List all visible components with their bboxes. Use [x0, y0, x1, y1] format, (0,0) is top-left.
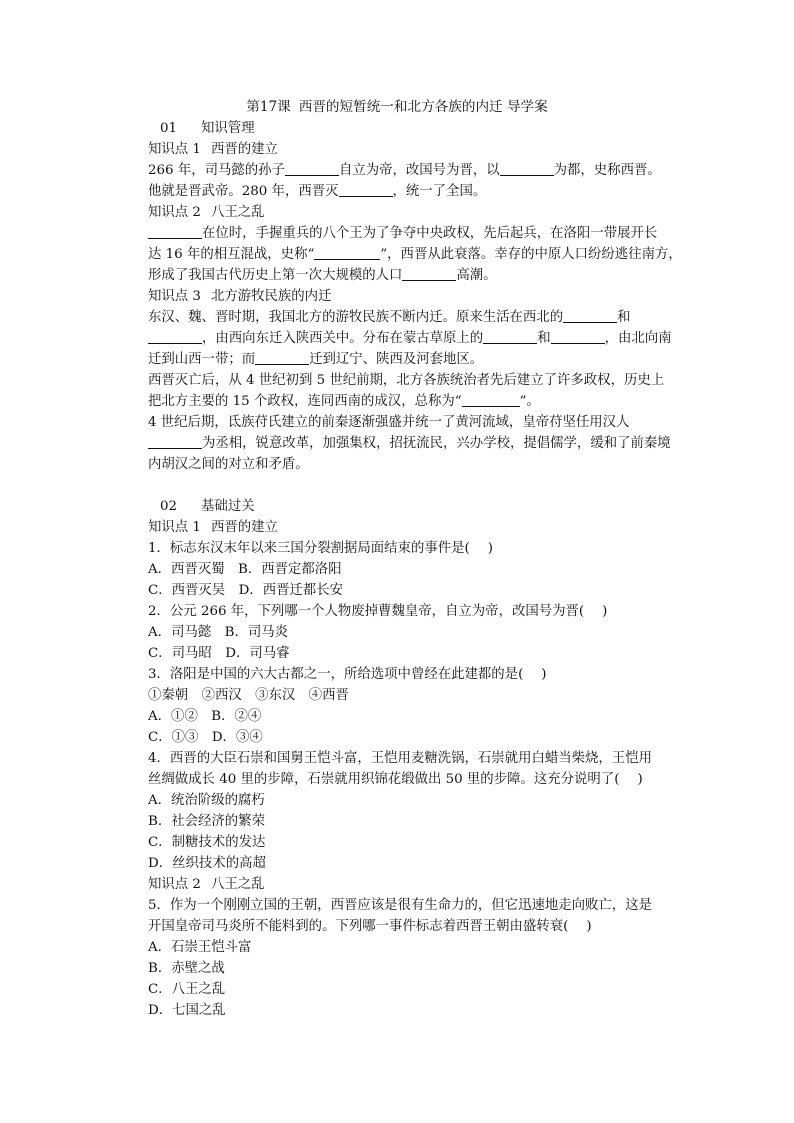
answer-options: [148, 706, 648, 727]
lesson-title: 西晋的短暂统一和北方各族的内迁 导学案: [298, 99, 548, 115]
fill-blank[interactable]: [563, 308, 617, 323]
paragraph-line: 达 16 年的相互混战，史称“ ”，西晋从此衰落。幸存的中原人口纷纷逃往南方，: [148, 247, 682, 262]
knowledge-point-heading: 知识点 3 北方游牧民族的内迁: [148, 289, 332, 304]
answer-options: [148, 727, 648, 748]
question-stem: 开国皇帝司马炎所不能料到的。下列哪一事件标志着西晋王朝由盛转衰( ): [148, 919, 592, 934]
paragraph-line: 把北方主要的 15 个政权，连同西南的成汉，总称为“ ”。: [148, 394, 540, 409]
answer-options: [148, 580, 648, 601]
option-d[interactable]: D．西晋迁都长安: [238, 583, 344, 598]
fill-blank[interactable]: [500, 161, 554, 176]
option-a[interactable]: A．西晋灭蜀: [148, 562, 225, 577]
option-d[interactable]: D．七国之乱: [148, 1003, 226, 1018]
fill-blank[interactable]: [551, 329, 605, 344]
question-stem: 丝绸做成长 40 里的步障，石崇就用织锦花缎做出 50 里的步障。这充分说明了( ): [148, 772, 643, 787]
paragraph-line: 内胡汉之间的对立和矛盾。: [148, 457, 309, 472]
fill-blank[interactable]: [148, 434, 202, 449]
knowledge-point-heading: 知识点 1 西晋的建立: [148, 142, 278, 157]
fill-blank[interactable]: [148, 329, 202, 344]
option-c[interactable]: C．①③: [148, 730, 199, 745]
option-c[interactable]: C．西晋灭吴: [148, 583, 226, 598]
paragraph-line: 266 年，司马懿的孙子 自立为帝，改国号为晋，以 为都，史称西晋。: [148, 163, 661, 178]
option-b[interactable]: B．西晋定都洛阳: [238, 562, 342, 577]
paragraph-line: ，由西向东迁入陕西关中。分布在蒙古草原上的 和 ，由北向南: [148, 328, 648, 349]
question-stem: 1．标志东汉末年以来三国分裂割据局面结束的事件是( ): [148, 541, 493, 556]
option-a[interactable]: A．统治阶级的腐朽: [148, 793, 265, 808]
fill-blank[interactable]: [402, 266, 456, 281]
question-items: ①秦朝 ②西汉 ③东汉 ④西晋: [148, 688, 349, 703]
answer-options: [148, 559, 648, 580]
knowledge-point-heading: 知识点 2 八王之乱: [148, 205, 265, 220]
option-c[interactable]: C．制糖技术的发达: [148, 835, 266, 850]
paragraph-line: 形成了我国古代历史上第一次大规模的人口 高潮。: [148, 268, 497, 283]
option-c[interactable]: C．八王之乱: [148, 982, 226, 997]
question-stem: 2．公元 266 年，下列哪一个人物废掉曹魏皇帝，自立为帝，改国号为晋( ): [148, 604, 608, 619]
paragraph-line: 他就是晋武帝。280 年，西晋灭 ，统一了全国。: [148, 184, 487, 199]
option-b[interactable]: B．②④: [211, 709, 262, 724]
option-d[interactable]: D．丝织技术的高超: [148, 856, 266, 871]
fill-blank[interactable]: [483, 329, 537, 344]
option-a[interactable]: A．司马懿: [148, 625, 212, 640]
question-stem: 3．洛阳是中国的六大古都之一，所给选项中曾经在此建都的是( ): [148, 667, 547, 682]
page-title: [0, 97, 794, 118]
paragraph-line: 在位时，手握重兵的八个王为了争夺中央政权，先后起兵，在洛阳一带展开长: [148, 223, 648, 244]
fill-blank[interactable]: [255, 350, 309, 365]
section-heading-basics: 02 基础过关: [160, 499, 255, 514]
fill-blank[interactable]: [462, 392, 520, 407]
question-stem: 5．作为一个刚刚立国的王朝，西晋应该是很有生命力的，但它迅速地走向败亡，这是: [148, 898, 652, 913]
paragraph-line: 东汉、魏、晋时期，我国北方的游牧民族不断内迁。原来生活在西北的 和: [148, 310, 631, 325]
answer-options: [148, 643, 648, 664]
option-b[interactable]: B．司马炎: [224, 625, 289, 640]
option-b[interactable]: B．社会经济的繁荣: [148, 814, 265, 829]
option-d[interactable]: D．司马睿: [225, 646, 290, 661]
option-d[interactable]: D．③④: [211, 730, 263, 745]
knowledge-point-heading: 知识点 2 八王之乱: [148, 877, 265, 892]
answer-options: [148, 622, 648, 643]
option-a[interactable]: A．①②: [148, 709, 198, 724]
question-stem: 4．西晋的大臣石崇和国舅王恺斗富，王恺用麦糖洗锅，石崇就用白蜡当柴烧，王恺用: [148, 751, 652, 766]
fill-blank[interactable]: [285, 161, 339, 176]
fill-blank[interactable]: [148, 224, 202, 239]
lesson-number: 第17课: [246, 99, 291, 115]
paragraph-line: 迁到山西一带；而 迁到辽宁、陕西及河套地区。: [148, 352, 484, 367]
paragraph-line: 4 世纪后期，氐族苻氏建立的前秦逐渐强盛并统一了黄河流域，皇帝苻坚任用汉人: [148, 415, 630, 430]
option-c[interactable]: C．司马昭: [148, 646, 212, 661]
fill-blank[interactable]: [314, 245, 380, 260]
fill-blank[interactable]: [339, 182, 393, 197]
option-b[interactable]: B．赤壁之战: [148, 961, 225, 976]
paragraph-line: 西晋灭亡后，从 4 世纪初到 5 世纪前期，北方各族统治者先后建立了许多政权，历史上: [148, 373, 665, 388]
paragraph-line: 为丞相，锐意改革，加强集权，招抚流民，兴办学校，提倡儒学，缓和了前秦境: [148, 433, 648, 454]
knowledge-point-heading: 知识点 1 西晋的建立: [148, 520, 278, 535]
section-heading-knowledge: 01 知识管理: [160, 121, 255, 136]
option-a[interactable]: A．石崇王恺斗富: [148, 940, 252, 955]
